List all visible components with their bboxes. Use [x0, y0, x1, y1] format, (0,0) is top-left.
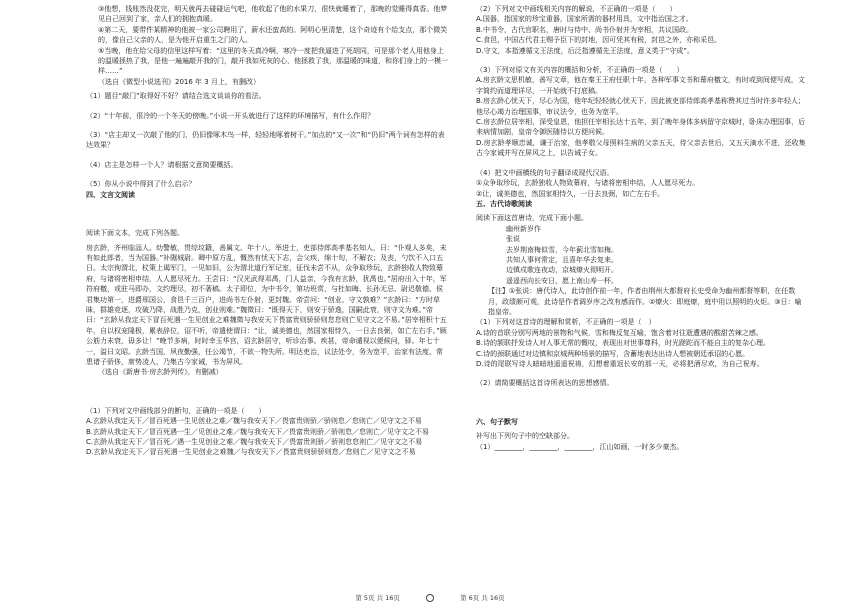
story-paragraph-3: ③他想，钱账然没花完，明天就再去碰碰运气吧，他收起了他的水果刀，很快就睡着了，那晚的觉睡得真香。他梦见自己回到了家，亲人们的拥抱真暖。 — [98, 5, 448, 24]
poem-line: 遥遥西向长安日，愿上南山寿一杯。 — [506, 276, 618, 285]
mc1-option-a: A.玄龄从我定天下／冒百死遇一生见创业之难／魏与我安天下／畏富贵则骄／骄则怠／怠则亡／见守文之不易 — [86, 417, 422, 426]
mc1-option-c: C.玄龄从我定天下／冒百死／遇一生见创业之难／魏与我安天下／畏富贵则骄／骄则怠怠则亡／见守文之不易 — [86, 438, 423, 446]
section-6-intro: 补写出下列句子中的空缺部分。 — [476, 432, 574, 441]
left-page-number: 第 5页 共 16页 — [355, 594, 400, 602]
mc3-option-b: B.房玄龄心忧天下，尽心为国，他年纪轻轻就心忧天下，因此被吏部侍郎高孝基称赞其过当时许多年轻人；他尽心竭力治理国事，审议法令，也务为宽平。 — [476, 97, 806, 116]
mc1-option-b: B.玄龄从我定天下／冒百死遇一生／见创业之难／魏与我安天下／畏富贵则骄／骄则怠／怠则亡／见守文之不易 — [86, 427, 430, 436]
question-2: （2）“十年前，很冷的一个冬天的傍晚。”小说一开头就进行了这样的环境描写，有什么作用？ — [86, 111, 375, 120]
right-column — [476, 4, 806, 590]
mc2-option-c: C.食邑，中国古代君主赐予臣下的封地，因可凭其有税，封邑之外，亦称采邑。 — [476, 36, 722, 45]
story-paragraph-5: ⑤当晚，他在给父母的信里这样写着：“这里的冬天真冷啊，寒冷一度把我逼进了死胡同，可是那个老人用他身上的温暖拯热了我，是他一遍遍敲开我的门，敲开我如死灰的心，他拯救了我，那温暖的味道，和你们身上的一模一样……” — [98, 46, 448, 76]
mc5-option-c: C.诗的颈联通过对边镇和京城两种场景的描写，含蓄地表达出诗人想被朝廷承诏的心愿。 — [476, 349, 750, 358]
translate-stem: （4）把文中画横线的句子翻译成现代汉语。 — [476, 168, 614, 177]
story-source: （选自《微型小说选刊》2016 年 3 月上，有删改） — [98, 77, 260, 86]
story-paragraph-4: ④第二天，要带件某精神的他被一家公司聘用了，薪水还蛮高的。阿明心里清楚，这个奇迹有个给支点，那个微笑的，像自己父亲的人，是为他开启重生之门的人。 — [98, 25, 448, 45]
poem-question-2: （2）请简要概括这首诗所表达的思想感情。 — [476, 379, 614, 388]
mc2-option-a: A.国器，指国家的珍宝重器，国家所需的器材用具，文中指治国之才。 — [476, 15, 693, 24]
mc2-stem: （2）下列对文中画线相关内容的解说，不正确的一项是（ ） — [476, 5, 677, 13]
left-column — [86, 4, 448, 590]
poem-line: 共知人事何常定，且喜年华去复来。 — [506, 255, 618, 264]
mc2-option-b: B.中书令，古代官职名，唐时与侍中、尚书仆射并为宰相，共议国政。 — [476, 25, 694, 34]
mc5-stem: （1）下列对这首诗的理解和赏析，不正确的一项是（ ） — [476, 318, 656, 327]
classical-source: （选自《新唐书·房玄龄列传》，有删减） — [98, 368, 223, 377]
classical-text: 房玄龄，齐州临淄人。幼警敏，贯综坟籍，善属文。年十八，举进士，吏部侍郎高孝基名知人，曰：“仆观人多矣，未有如此郎者，当为国器。”补隰城尉。卿中原方乱，慨然有忧天下志，会父疾，绵十旬，不解衣；及丧，勺饮不入口五日。太宗徇渭北，杖策上谒军门，一见如旧，公为渭北道行军记室，征伐未尝不从，众争取珍玩，玄龄独收人物致幕府，与诸将密相申结，人人愿尽死力。王尝曰：“汉光武得邓禹，门人益亲，今我有玄龄，犹禹也。”居府出入十年，军符府檄，或驻马即办，文约理尽，初不著稿。太子即位，为中书令，第功班赏，与杜如晦、长孙无忌、尉迟敬德、侯君集功第一，进爵邢国公，食邑千三百户，进尚书左仆射，更封魏。帝尝问：“创业、守文孰难？”玄龄曰：“方时草昧，群雄竞逐，攻破乃降，战胜乃克，创业则难。”魏徵曰：“既得天下，则安于骄逸，国嗣此衰，则守文为难。”帝曰：“玄龄从我定天下冒百死遇一生见创业之难魏徵与我安天下畏富贵则骄骄则怠怠则亡见守文之不易。”居宰相积十五年，自以权宠隆极，累表辞位，诏不听，帝遣使谓曰：“让，诚美德也，然国家相恃久，一日去良弼，如亡左右手。”顾公筋力未衰，毋多让！”晚节多病，时时幸玉华宫，诏玄龄居守，听诊治事。疾甚，帝命谴视以便候问，驿。年七十一，溢曰文昭。玄龄当国，夙夜勤强，任公竭节，不欲一物失所。明达吏治，议法处令，务为宽平，治家有法度，常患诸子骄侈，席势凌人，乃集古今家诫，书为屏风。 — [86, 243, 447, 366]
mc3-option-c: C.房玄龄位居宰相，深受皇恩，他担任宰相长达十五年，到了晚年身体多病留守京城时，卧床办理国事，后来病情加剧，皇帝令御医随侍以方便问候。 — [476, 118, 806, 137]
section-4-intro: 阅读下面文本，完成下列各题。 — [86, 229, 184, 238]
mc2-option-d: D.守文，本指遵循文王法度，后泛指遵循先王法度，意义类于“守成”。 — [476, 46, 694, 55]
section-heading-6: 六、句子默写 — [476, 417, 518, 426]
section-heading-5: 五、古代诗歌阅读 — [476, 199, 532, 208]
translate-item-2: ②让，诚美德也，然国家相恃久，一日去良弼，如亡左右手。 — [476, 189, 665, 198]
mc5-option-a: A.诗的首联分别写两地的景物和气候，雪和梅反复互喻，饱含着对往逝遭遇的酸甜苦辣之感。 — [476, 328, 763, 337]
fill-blank-1: （1）________，________，________，江山如画，一时多少豪杰。 — [476, 442, 684, 451]
page-footer — [0, 593, 860, 602]
question-1: （1）题目“敲门”取得好不好？请结合选文谈谈你的看法。 — [86, 92, 266, 101]
poem-author: 张说 — [506, 235, 520, 244]
mc1-option-d: D.玄龄从我定天下／冒百死遇一生见创业之难魏／与我安天下／畏富贵则骄骄则怠／怠则亡／见守文之不易 — [86, 448, 416, 457]
poem-line: 去岁荆南梅似雪，今年蓟北雪如梅。 — [506, 245, 618, 254]
mc5-option-b: B.诗的颔联抒发诗人对人事无常的慨叹，表现出对世事尊科，时光蹉跎而不能自主的复杂心理。 — [476, 339, 771, 348]
right-page-number: 第 6页 共 16页 — [460, 594, 505, 602]
question-3: （3）“店主却又一次敲了他的门，仍旧像啄木鸟一样，轻轻地啄着树干。”加点的“又一次”和“仍旧”两个词有怎样的表达效果？ — [86, 131, 445, 150]
section-5-intro: 阅读下面这首唐诗，完成下面小题。 — [476, 214, 588, 223]
mc3-option-a: A.房玄龄文思机敏，善写文章，他在秦王王府任职十年，各种军事文书和幕府檄文，有时或到间便写成，文字简约而道理详尽，一开始就不打底稿。 — [476, 76, 805, 95]
page-circle-icon — [426, 594, 434, 602]
mc3-option-d: D.房玄龄孝顺忠诚，谦于治家，他孝敬父母照料生病的父亲五天，待父亲去世后，又五天滴水不进，还收集古今家诫并写在屏风之上，以告诫子女。 — [476, 138, 806, 158]
poem-note: 【注】①张说：唐代诗人，此诗创作前一年，作者由荆州大都督府长史受命为幽州都督等职，在任数月，政绩颇可观，此诗是作者调岁序之改有感而作。②燎火：即庭燎，庭中用以照明的火炬。③日：喻指皇帝。 — [488, 287, 802, 316]
question-5: （5）你从小说中得到了什么启示？ — [86, 180, 196, 189]
poem-title: 幽州新岁作 — [506, 224, 541, 233]
mc3-stem: （3）下列对原文有关内容的概括和分析，不正确的一项是（ ） — [476, 66, 684, 75]
question-4: （4）店主是怎样一个人？请根据文意简要概括。 — [86, 160, 238, 169]
section-heading-4: 四、文言文阅读 — [86, 190, 135, 199]
mc5-option-d: D.诗的尾联写诗人暗暗地遥遥祝祷，幻想着重返长安的那一天，必将把酒尽欢，为自己祝寿。 — [476, 360, 764, 368]
poem-line: 边镇戍歌连夜动，京城燎火彻明开。 — [506, 266, 618, 275]
mc1-stem: （1）下列对文中画线部分的断句，正确的一项是（ ） — [86, 406, 266, 415]
translate-item-1: ①众争取珍玩，玄龄独收人物致幕府，与诸将密相申结，人人愿尽死力。 — [476, 179, 700, 188]
